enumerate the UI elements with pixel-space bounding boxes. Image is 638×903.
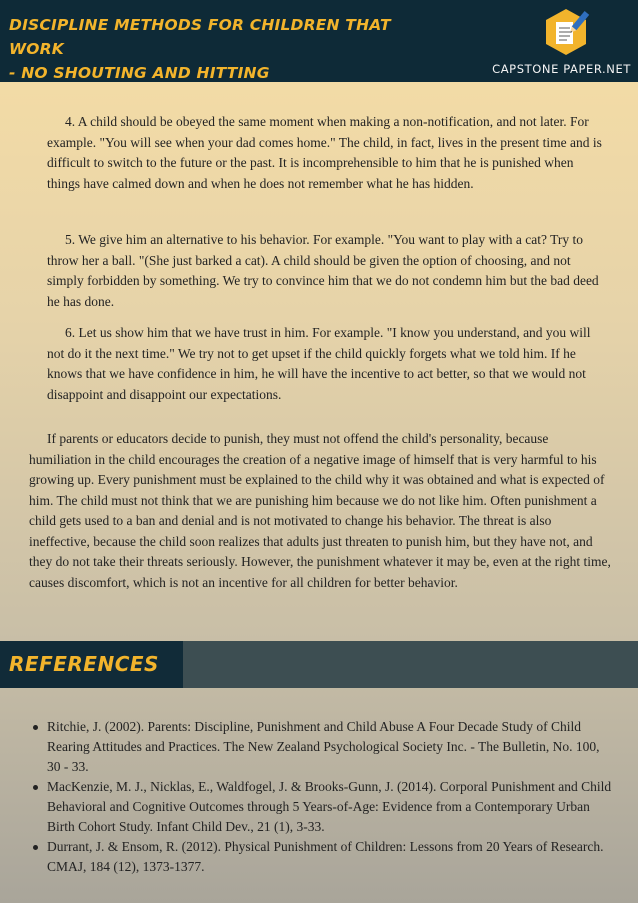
reference-item: MacKenzie, M. J., Nicklas, E., Waldfogel, J. & Brooks-Gunn, J. (2014). Corporal Punishment and Child Behavioral and Cognitive Outcomes through 5 Years-of-Age: Evidence from a Contemporary Urban Birth Cohort Study. Infant Child Dev., 21 (1), 3-33.	[47, 777, 612, 837]
paragraph-point-4: 4. A child should be obeyed the same moment when making a non-notification, and not later. For example. "You will see when your dad comes home." The child, in fact, lives in the present time and is difficult to switch to the future or the past. It is incomprehensible to him that he is punished when things have calmed down and when he does not remember what he has hidden.	[47, 114, 602, 191]
paragraph-punishment: If parents or educators decide to punish, they must not offend the child's personality, because humiliation in the child encourages the creation of a negative image of himself that is very harmful to his growing up. Every punishment must be explained to the child why it was obtained and what is expected of him. The child must not think that we are punishing him because we do not like him. Often punishment a child gets used to a ban and denial and is not motivated to change his behavior. The threat is also ineffective, because the child soon realizes that adults just threaten to punish him, but they have not, and they do not take their threats seriously. However, the punishment whatever it may be, even at the right time, causes discomfort, which is not an incentive for all children for better behavior.	[29, 431, 611, 590]
reference-item: Durrant, J. & Ensom, R. (2012). Physical Punishment of Children: Lessons from 20 Years of Research. CMAJ, 184 (12), 1373-1377.	[47, 837, 612, 877]
pencil-on-paper-hexagon-icon	[542, 6, 590, 58]
brand-name: CAPSTONE PAPER.NET	[492, 62, 631, 76]
page-header	[0, 0, 638, 82]
document-title	[9, 13, 439, 85]
paragraph-point-6: 6. Let us show him that we have trust in him. For example. "I know you understand, and you will not do it the next time." We try not to get upset if the child quickly forgets what we told him. If he knows that we have confidence in him, he will have the incentive to act better, so that we would not disappoint and disappoint our expectations.	[47, 325, 591, 402]
reference-item: Ritchie, J. (2002). Parents: Discipline, Punishment and Child Abuse A Four Decade Study of Child Rearing Attitudes and Practices. The New Zealand Psychological Society Inc. - The Bulletin, No. 100, 30 - 33.	[47, 717, 612, 777]
references-header-bar	[0, 641, 638, 688]
document-title-line-1: DISCIPLINE METHODS FOR CHILDREN THAT WORK	[9, 16, 391, 58]
references-title: REFERENCES	[9, 652, 159, 676]
document-title-line-2: - NO SHOUTING AND HITTING	[9, 64, 270, 82]
references-label-box	[0, 641, 183, 688]
references-list	[47, 717, 612, 877]
paragraph-point-5: 5. We give him an alternative to his behavior. For example. "You want to play with a cat? Try to throw her a ball. "(She just barked a cat). A child should be given the option of choosing, and not simply forbidden by something. We try to convince him that we do not condemn him but the bad deed he has done.	[47, 232, 599, 309]
